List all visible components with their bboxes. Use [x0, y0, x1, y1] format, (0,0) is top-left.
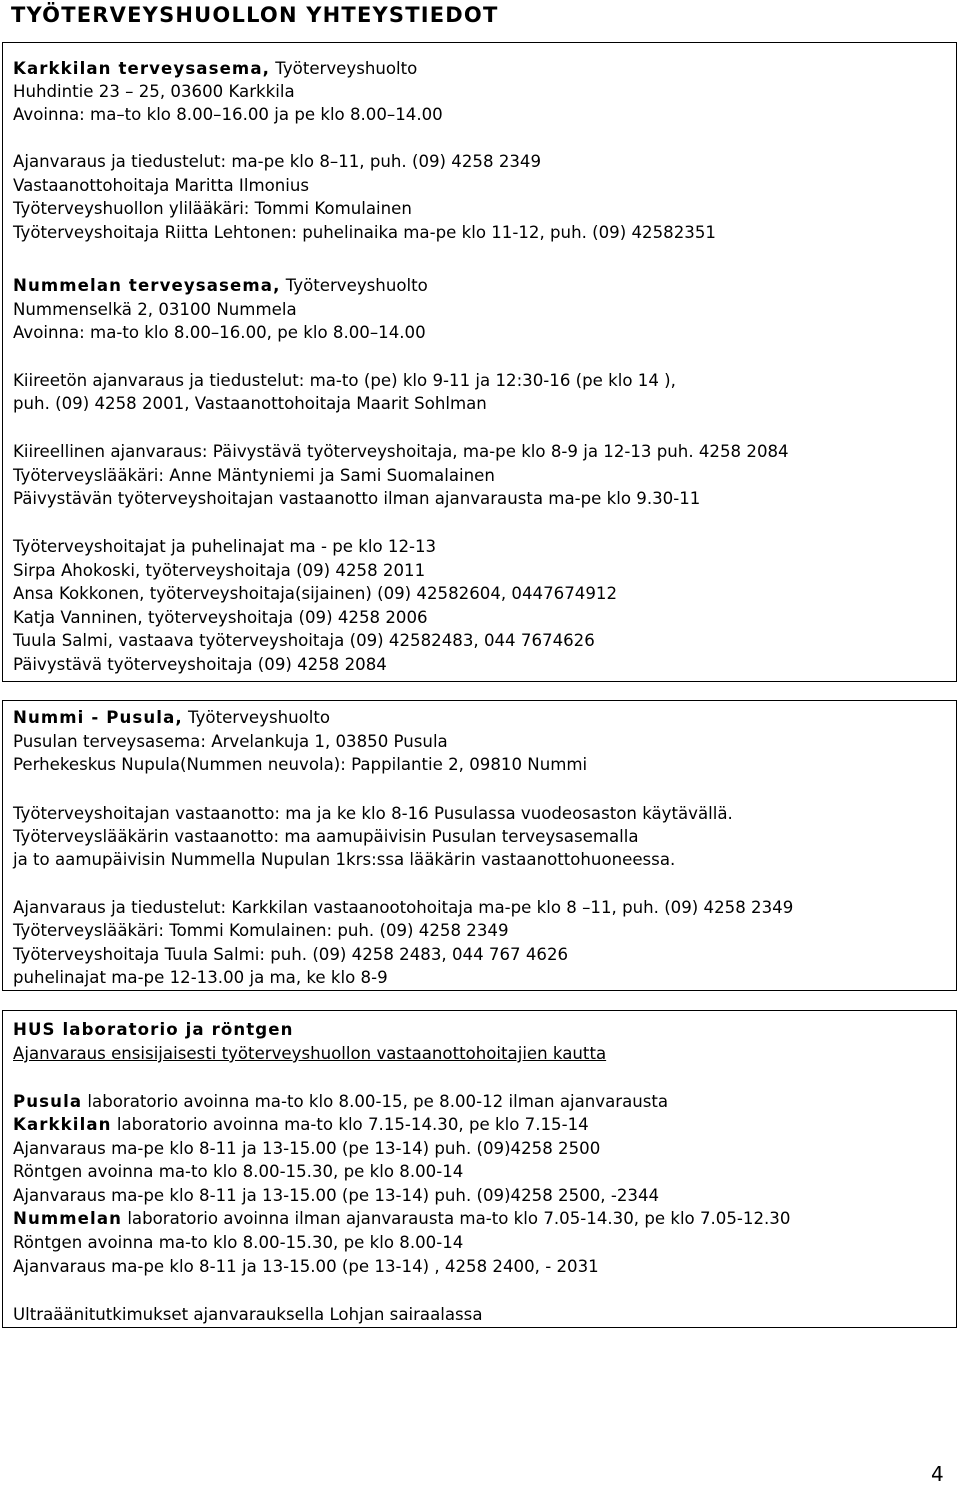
nummi-pusula-box [2, 700, 957, 991]
nummi-pusula-line: Pusulan terveysasema: Arvelankuja 1, 03850 Pusula [13, 732, 448, 751]
hus-karkkila-rest: laboratorio avoinna ma-to klo 7.15-14.30, pe klo 7.15-14 [111, 1115, 589, 1134]
nummela-line: Päivystävä työterveyshoitaja (09) 4258 2084 [13, 655, 387, 674]
nummela-line: Katja Vanninen, työterveyshoitaja (09) 4258 2006 [13, 608, 428, 627]
karkkila-line: Työterveyshoitaja Riitta Lehtonen: puhelinaika ma-pe klo 11-12, puh. (09) 42582351 [13, 223, 716, 242]
karkkila-nummela-box [2, 42, 957, 682]
nummi-pusula-heading-rest: Työterveyshuolto [182, 708, 331, 727]
nummela-line: Kiireellinen ajanvaraus: Päivystävä työterveyshoitaja, ma-pe klo 8-9 ja 12-13 puh. 4258 2084 [13, 442, 789, 461]
karkkila-heading [13, 57, 417, 80]
karkkila-line: Huhdintie 23 – 25, 03600 Karkkila [13, 82, 295, 101]
nummi-pusula-line: Työterveyslääkäri: Tommi Komulainen: puh. (09) 4258 2349 [13, 921, 509, 940]
nummi-pusula-line: puhelinajat ma-pe 12-13.00 ja ma, ke klo 8-9 [13, 968, 388, 987]
nummela-line: Päivystävän työterveyshoitajan vastaanotto ilman ajanvarausta ma-pe klo 9.30-11 [13, 489, 701, 508]
nummi-pusula-heading-bold: Nummi - Pusula, [13, 708, 183, 727]
hus-nummela-detail: Ajanvaraus ma-pe klo 8-11 ja 13-15.00 (pe 13-14) , 4258 2400, - 2031 [13, 1257, 599, 1276]
hus-nummela-rest: laboratorio avoinna ilman ajanvarausta ma-to klo 7.05-14.30, pe klo 7.05-12.30 [122, 1209, 791, 1228]
nummela-line: Avoinna: ma-to klo 8.00–16.00, pe klo 8.00–14.00 [13, 323, 426, 342]
karkkila-line: Vastaanottohoitaja Maritta Ilmonius [13, 176, 310, 195]
nummi-pusula-line: Työterveyslääkärin vastaanotto: ma aamupäivisin Pusulan terveysasemalla [13, 827, 639, 846]
nummela-line: Ansa Kokkonen, työterveyshoitaja(sijainen) (09) 42582604, 0447674912 [13, 584, 618, 603]
nummi-pusula-line: ja to aamupäivisin Nummella Nupulan 1krs:ssa lääkärin vastaanottohuoneessa. [13, 850, 676, 869]
karkkila-line: Ajanvaraus ja tiedustelut: ma-pe klo 8–11, puh. (09) 4258 2349 [13, 152, 542, 171]
nummela-line: Työterveyshoitajat ja puhelinajat ma - pe klo 12-13 [13, 537, 437, 556]
nummela-line: Sirpa Ahokoski, työterveyshoitaja (09) 4258 2011 [13, 561, 426, 580]
page-number: 4 [931, 1462, 944, 1486]
nummela-line: Kiireetön ajanvaraus ja tiedustelut: ma-to (pe) klo 9-11 ja 12:30-16 (pe klo 14 ), [13, 371, 676, 390]
nummela-heading [13, 274, 428, 297]
nummela-line: Tuula Salmi, vastaava työterveyshoitaja (09) 42582483, 044 7674626 [13, 631, 595, 650]
hus-pusula-bold: Pusula [13, 1092, 83, 1111]
hus-box [2, 1010, 957, 1328]
hus-ultrasound-line: Ultraäänitutkimukset ajanvarauksella Lohjan sairaalassa [13, 1305, 483, 1324]
hus-pusula-rest: laboratorio avoinna ma-to klo 8.00-15, pe 8.00-12 ilman ajanvarausta [82, 1092, 669, 1111]
hus-nummela-detail: Röntgen avoinna ma-to klo 8.00-15.30, pe klo 8.00-14 [13, 1233, 464, 1252]
nummela-line: Työterveyslääkäri: Anne Mäntyniemi ja Sami Suomalainen [13, 466, 495, 485]
hus-karkkila-detail: Ajanvaraus ma-pe klo 8-11 ja 13-15.00 (pe 13-14) puh. (09)4258 2500, -2344 [13, 1186, 660, 1205]
karkkila-line: Avoinna: ma–to klo 8.00–16.00 ja pe klo 8.00–14.00 [13, 105, 443, 124]
hus-karkkila-bold: Karkkilan [13, 1115, 112, 1134]
hus-appointment-note: Ajanvaraus ensisijaisesti työterveyshuollon vastaanottohoitajien kautta [13, 1044, 607, 1063]
hus-nummela-line [13, 1207, 790, 1230]
nummi-pusula-line: Työterveyshoitajan vastaanotto: ma ja ke klo 8-16 Pusulassa vuodeosaston käytävällä. [13, 804, 733, 823]
hus-karkkila-detail: Ajanvaraus ma-pe klo 8-11 ja 13-15.00 (pe 13-14) puh. (09)4258 2500 [13, 1139, 601, 1158]
karkkila-line: Työterveyshuollon ylilääkäri: Tommi Komulainen [13, 199, 412, 218]
page-title: TYÖTERVEYSHUOLLON YHTEYSTIEDOT [11, 3, 499, 27]
karkkila-heading-bold: Karkkilan terveysasema, [13, 59, 271, 78]
hus-nummela-bold: Nummelan [13, 1209, 123, 1228]
hus-karkkila-detail: Röntgen avoinna ma-to klo 8.00-15.30, pe klo 8.00-14 [13, 1162, 464, 1181]
nummela-heading-rest: Työterveyshuolto [280, 276, 428, 295]
karkkila-heading-rest: Työterveyshuolto [270, 59, 418, 78]
hus-pusula-line [13, 1090, 668, 1113]
hus-heading: HUS laboratorio ja röntgen [13, 1020, 294, 1039]
nummi-pusula-heading [13, 706, 330, 729]
hus-karkkila-line [13, 1113, 589, 1136]
nummi-pusula-line: Perhekeskus Nupula(Nummen neuvola): Pappilantie 2, 09810 Nummi [13, 755, 588, 774]
nummela-line: puh. (09) 4258 2001, Vastaanottohoitaja Maarit Sohlman [13, 394, 487, 413]
nummela-heading-bold: Nummelan terveysasema, [13, 276, 281, 295]
nummela-line: Nummenselkä 2, 03100 Nummela [13, 300, 297, 319]
nummi-pusula-line: Ajanvaraus ja tiedustelut: Karkkilan vastaanootohoitaja ma-pe klo 8 –11, puh. (09) 4258 2349 [13, 898, 794, 917]
nummi-pusula-line: Työterveyshoitaja Tuula Salmi: puh. (09) 4258 2483, 044 767 4626 [13, 945, 569, 964]
